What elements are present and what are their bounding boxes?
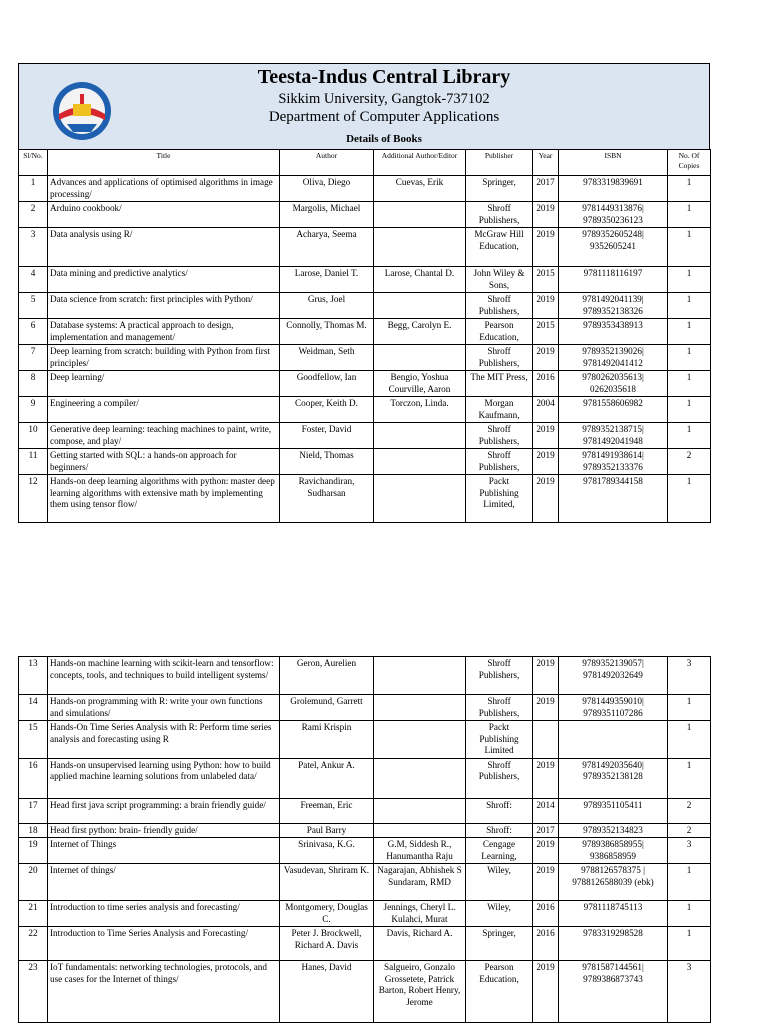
table-row	[19, 423, 711, 449]
table-row	[19, 758, 711, 798]
table-row	[19, 176, 711, 202]
column-header: Year	[533, 150, 559, 176]
year-cell: 2019	[533, 758, 559, 798]
books-table	[18, 149, 711, 523]
additional-author-cell	[374, 798, 466, 823]
table-row	[19, 798, 711, 823]
publisher-cell: Springer,	[466, 927, 533, 961]
copies-cell: 1	[668, 293, 711, 319]
title-cell: Advances and applications of optimised algorithms in image processing/	[48, 176, 280, 202]
publisher-cell: Shroff Publishers,	[466, 202, 533, 228]
table-row	[19, 228, 711, 267]
serial-number-cell: 8	[19, 371, 48, 397]
publisher-cell: Shroff Publishers,	[466, 758, 533, 798]
additional-author-cell	[374, 475, 466, 523]
title-cell: Deep learning from scratch: building with Python from first principles/	[48, 345, 280, 371]
serial-number-cell: 2	[19, 202, 48, 228]
copies-cell: 1	[668, 267, 711, 293]
publisher-cell: Shroff Publishers,	[466, 423, 533, 449]
table-row	[19, 475, 711, 523]
publisher-cell: Shroff Publishers,	[466, 695, 533, 721]
publisher-cell: Pearson Education,	[466, 319, 533, 345]
copies-cell: 1	[668, 864, 711, 901]
copies-cell: 3	[668, 961, 711, 1023]
table-row	[19, 823, 711, 838]
isbn-cell: 9781118745113	[559, 901, 668, 927]
additional-author-cell: Nagarajan, Abhishek S Sundaram, RMD	[374, 864, 466, 901]
publisher-cell: The MIT Press,	[466, 371, 533, 397]
copies-cell: 1	[668, 228, 711, 267]
additional-author-cell: G.M, Siddesh R., Hanumantha Raju	[374, 838, 466, 864]
author-cell: Grolemund, Garrett	[280, 695, 374, 721]
additional-author-cell	[374, 695, 466, 721]
table-row	[19, 695, 711, 721]
column-header: ISBN	[559, 150, 668, 176]
serial-number-cell: 4	[19, 267, 48, 293]
copies-cell: 2	[668, 823, 711, 838]
copies-cell: 1	[668, 721, 711, 759]
title-cell: Internet of things/	[48, 864, 280, 901]
year-cell: 2004	[533, 397, 559, 423]
copies-cell: 1	[668, 695, 711, 721]
table-row	[19, 721, 711, 759]
copies-cell: 1	[668, 371, 711, 397]
publisher-cell: Shroff:	[466, 823, 533, 838]
publisher-cell: McGraw Hill Education,	[466, 228, 533, 267]
additional-author-cell: Bengio, Yoshua Courville, Aaron	[374, 371, 466, 397]
title-cell: Internet of Things	[48, 838, 280, 864]
author-cell: Vasudevan, Shriram K.	[280, 864, 374, 901]
table-row	[19, 961, 711, 1023]
title-cell: Introduction to time series analysis and forecasting/	[48, 901, 280, 927]
column-header: Author	[280, 150, 374, 176]
author-cell: Goodfellow, Ian	[280, 371, 374, 397]
additional-author-cell	[374, 293, 466, 319]
author-cell: Hanes, David	[280, 961, 374, 1023]
author-cell: Weidman, Seth	[280, 345, 374, 371]
publisher-cell: Morgan Kaufmann,	[466, 397, 533, 423]
table-row	[19, 927, 711, 961]
title-cell: Database systems: A practical approach to design, implementation and management/	[48, 319, 280, 345]
publisher-cell: Springer,	[466, 176, 533, 202]
author-cell: Patel, Ankur A.	[280, 758, 374, 798]
title-cell: Deep learning/	[48, 371, 280, 397]
publisher-cell: Shroff Publishers,	[466, 293, 533, 319]
publisher-cell: Packt Publishing Limited,	[466, 475, 533, 523]
copies-cell: 1	[668, 475, 711, 523]
copies-cell: 1	[668, 758, 711, 798]
author-cell: Connolly, Thomas M.	[280, 319, 374, 345]
additional-author-cell	[374, 228, 466, 267]
isbn-cell: 9789351105411	[559, 798, 668, 823]
copies-cell: 1	[668, 423, 711, 449]
serial-number-cell: 15	[19, 721, 48, 759]
year-cell: 2019	[533, 657, 559, 695]
isbn-cell: 9781587144561| 9789386873743	[559, 961, 668, 1023]
year-cell: 2019	[533, 228, 559, 267]
table-row	[19, 345, 711, 371]
publisher-cell: Packt Publishing Limited	[466, 721, 533, 759]
year-cell: 2019	[533, 423, 559, 449]
library-name: Teesta-Indus Central Library	[257, 66, 511, 88]
isbn-cell: 9781492035640| 9789352138128	[559, 758, 668, 798]
publisher-cell: Wiley,	[466, 901, 533, 927]
year-cell: 2016	[533, 927, 559, 961]
document-header	[18, 63, 710, 149]
serial-number-cell: 14	[19, 695, 48, 721]
isbn-cell: 9789386858955| 9386858959	[559, 838, 668, 864]
year-cell: 2017	[533, 176, 559, 202]
additional-author-cell: Larose, Chantal D.	[374, 267, 466, 293]
additional-author-cell	[374, 202, 466, 228]
table-row	[19, 293, 711, 319]
isbn-cell: 9781789344158	[559, 475, 668, 523]
year-cell: 2019	[533, 695, 559, 721]
serial-number-cell: 6	[19, 319, 48, 345]
author-cell: Geron, Aurelien	[280, 657, 374, 695]
author-cell: Montgomery, Douglas C.	[280, 901, 374, 927]
author-cell: Paul Barry	[280, 823, 374, 838]
title-cell: Generative deep learning: teaching machines to paint, write, compose, and play/	[48, 423, 280, 449]
title-cell: Data science from scratch: first principles with Python/	[48, 293, 280, 319]
publisher-cell: Shroff Publishers,	[466, 657, 533, 695]
author-cell: Cooper, Keith D.	[280, 397, 374, 423]
isbn-cell: 9781449313876| 9789350236123	[559, 202, 668, 228]
additional-author-cell	[374, 823, 466, 838]
column-header: Title	[48, 150, 280, 176]
additional-author-cell	[374, 449, 466, 475]
isbn-cell: 9781492041139| 9789352138326	[559, 293, 668, 319]
column-header: Sl/No.	[19, 150, 48, 176]
publisher-cell: Shroff Publishers,	[466, 449, 533, 475]
serial-number-cell: 17	[19, 798, 48, 823]
isbn-cell: 9781558606982	[559, 397, 668, 423]
title-cell: Getting started with SQL: a hands-on approach for beginners/	[48, 449, 280, 475]
serial-number-cell: 1	[19, 176, 48, 202]
additional-author-cell: Jennings, Cheryl L. Kulahci, Murat	[374, 901, 466, 927]
university-name: Sikkim University, Gangtok-737102	[278, 91, 490, 107]
title-cell: Hands-on programming with R: write your own functions and simulations/	[48, 695, 280, 721]
author-cell: Rami Krispin	[280, 721, 374, 759]
copies-cell: 1	[668, 319, 711, 345]
author-cell: Oliva, Diego	[280, 176, 374, 202]
title-cell: IoT fundamentals: networking technologies, protocols, and use cases for the Internet of things/	[48, 961, 280, 1023]
column-header: Additional Author/Editor	[374, 150, 466, 176]
publisher-cell: John Wiley & Sons,	[466, 267, 533, 293]
copies-cell: 1	[668, 901, 711, 927]
additional-author-cell	[374, 345, 466, 371]
isbn-cell	[559, 721, 668, 759]
copies-cell: 3	[668, 657, 711, 695]
author-cell: Srinivasa, K.G.	[280, 838, 374, 864]
isbn-cell: 9783319839691	[559, 176, 668, 202]
serial-number-cell: 5	[19, 293, 48, 319]
author-cell: Margolis, Michael	[280, 202, 374, 228]
title-cell: Head first java script programming: a brain friendly guide/	[48, 798, 280, 823]
publisher-cell: Pearson Education,	[466, 961, 533, 1023]
copies-cell: 1	[668, 397, 711, 423]
isbn-cell: 9789352139057| 9781492032649	[559, 657, 668, 695]
author-cell: Foster, David	[280, 423, 374, 449]
publisher-cell: Wiley,	[466, 864, 533, 901]
table-row	[19, 319, 711, 345]
year-cell: 2016	[533, 901, 559, 927]
table-row	[19, 864, 711, 901]
year-cell: 2016	[533, 371, 559, 397]
additional-author-cell	[374, 758, 466, 798]
table-row	[19, 397, 711, 423]
title-cell: Hands-on deep learning algorithms with python: master deep learning algorithms with extensive math by implementing them using tensor flow/	[48, 475, 280, 523]
year-cell: 2014	[533, 798, 559, 823]
additional-author-cell: Cuevas, Erik	[374, 176, 466, 202]
isbn-cell: 9789352138715| 9781492041948	[559, 423, 668, 449]
isbn-cell: 9789352139026| 9781492041412	[559, 345, 668, 371]
additional-author-cell: Torczon, Linda.	[374, 397, 466, 423]
isbn-cell: 9781491938614| 9789352133376	[559, 449, 668, 475]
year-cell: 2017	[533, 823, 559, 838]
serial-number-cell: 21	[19, 901, 48, 927]
table-row	[19, 267, 711, 293]
year-cell	[533, 721, 559, 759]
year-cell: 2019	[533, 864, 559, 901]
title-cell: Engineering a compiler/	[48, 397, 280, 423]
copies-cell: 1	[668, 202, 711, 228]
author-cell: Larose, Daniel T.	[280, 267, 374, 293]
isbn-cell: 9789352134823	[559, 823, 668, 838]
year-cell: 2019	[533, 345, 559, 371]
serial-number-cell: 16	[19, 758, 48, 798]
year-cell: 2015	[533, 267, 559, 293]
title-cell: Hands-on unsupervised learning using Python: how to build applied machine learning solutions from unlabeled data/	[48, 758, 280, 798]
serial-number-cell: 22	[19, 927, 48, 961]
year-cell: 2015	[533, 319, 559, 345]
title-cell: Hands-on machine learning with scikit-learn and tensorflow: concepts, tools, and techniques to build intelligent systems/	[48, 657, 280, 695]
author-cell: Grus, Joel	[280, 293, 374, 319]
department-name: Department of Computer Applications	[268, 109, 500, 125]
isbn-cell: 9789352605248| 9352605241	[559, 228, 668, 267]
copies-cell: 1	[668, 345, 711, 371]
title-cell: Introduction to Time Series Analysis and Forecasting/	[48, 927, 280, 961]
year-cell: 2019	[533, 475, 559, 523]
additional-author-cell	[374, 657, 466, 695]
serial-number-cell: 19	[19, 838, 48, 864]
additional-author-cell: Davis, Richard A.	[374, 927, 466, 961]
copies-cell: 1	[668, 927, 711, 961]
copies-cell: 2	[668, 449, 711, 475]
year-cell: 2019	[533, 449, 559, 475]
isbn-cell: 9783319298528	[559, 927, 668, 961]
serial-number-cell: 11	[19, 449, 48, 475]
publisher-cell: Cengage Learning,	[466, 838, 533, 864]
table-row	[19, 202, 711, 228]
serial-number-cell: 7	[19, 345, 48, 371]
author-cell: Freeman, Eric	[280, 798, 374, 823]
column-header: No. Of Copies	[668, 150, 711, 176]
table-row	[19, 657, 711, 695]
isbn-cell: 9789353438913	[559, 319, 668, 345]
copies-cell: 1	[668, 176, 711, 202]
author-cell: Ravichandiran, Sudharsan	[280, 475, 374, 523]
year-cell: 2019	[533, 838, 559, 864]
additional-author-cell: Begg, Carolyn E.	[374, 319, 466, 345]
year-cell: 2019	[533, 202, 559, 228]
publisher-cell: Shroff:	[466, 798, 533, 823]
serial-number-cell: 13	[19, 657, 48, 695]
serial-number-cell: 9	[19, 397, 48, 423]
author-cell: Peter J. Brockwell, Richard A. Davis	[280, 927, 374, 961]
serial-number-cell: 18	[19, 823, 48, 838]
serial-number-cell: 20	[19, 864, 48, 901]
isbn-cell: 9781118116197	[559, 267, 668, 293]
author-cell: Acharya, Seema	[280, 228, 374, 267]
serial-number-cell: 12	[19, 475, 48, 523]
year-cell: 2019	[533, 293, 559, 319]
title-cell: Data mining and predictive analytics/	[48, 267, 280, 293]
isbn-cell: 9781449359010| 9789351107286	[559, 695, 668, 721]
title-cell: Data analysis using R/	[48, 228, 280, 267]
year-cell: 2019	[533, 961, 559, 1023]
section-title: Details of Books	[346, 133, 422, 145]
copies-cell: 2	[668, 798, 711, 823]
copies-cell: 3	[668, 838, 711, 864]
title-cell: Arduino cookbook/	[48, 202, 280, 228]
table-row	[19, 838, 711, 864]
serial-number-cell: 23	[19, 961, 48, 1023]
additional-author-cell: Salgueiro, Gonzalo Grossetete, Patrick Barton, Robert Henry, Jerome	[374, 961, 466, 1023]
isbn-cell: 9788126578375 | 9788126588039 (ebk)	[559, 864, 668, 901]
table-row	[19, 449, 711, 475]
serial-number-cell: 3	[19, 228, 48, 267]
column-header: Publisher	[466, 150, 533, 176]
header-row	[19, 150, 711, 176]
author-cell: Nield, Thomas	[280, 449, 374, 475]
table-row	[19, 901, 711, 927]
title-cell: Head first python: brain- friendly guide/	[48, 823, 280, 838]
books-table-continued	[18, 656, 711, 1023]
publisher-cell: Shroff Publishers,	[466, 345, 533, 371]
additional-author-cell	[374, 721, 466, 759]
isbn-cell: 9780262035613| 0262035618	[559, 371, 668, 397]
table-row	[19, 371, 711, 397]
serial-number-cell: 10	[19, 423, 48, 449]
title-cell: Hands-On Time Series Analysis with R: Perform time series analysis and forecasting using R	[48, 721, 280, 759]
additional-author-cell	[374, 423, 466, 449]
